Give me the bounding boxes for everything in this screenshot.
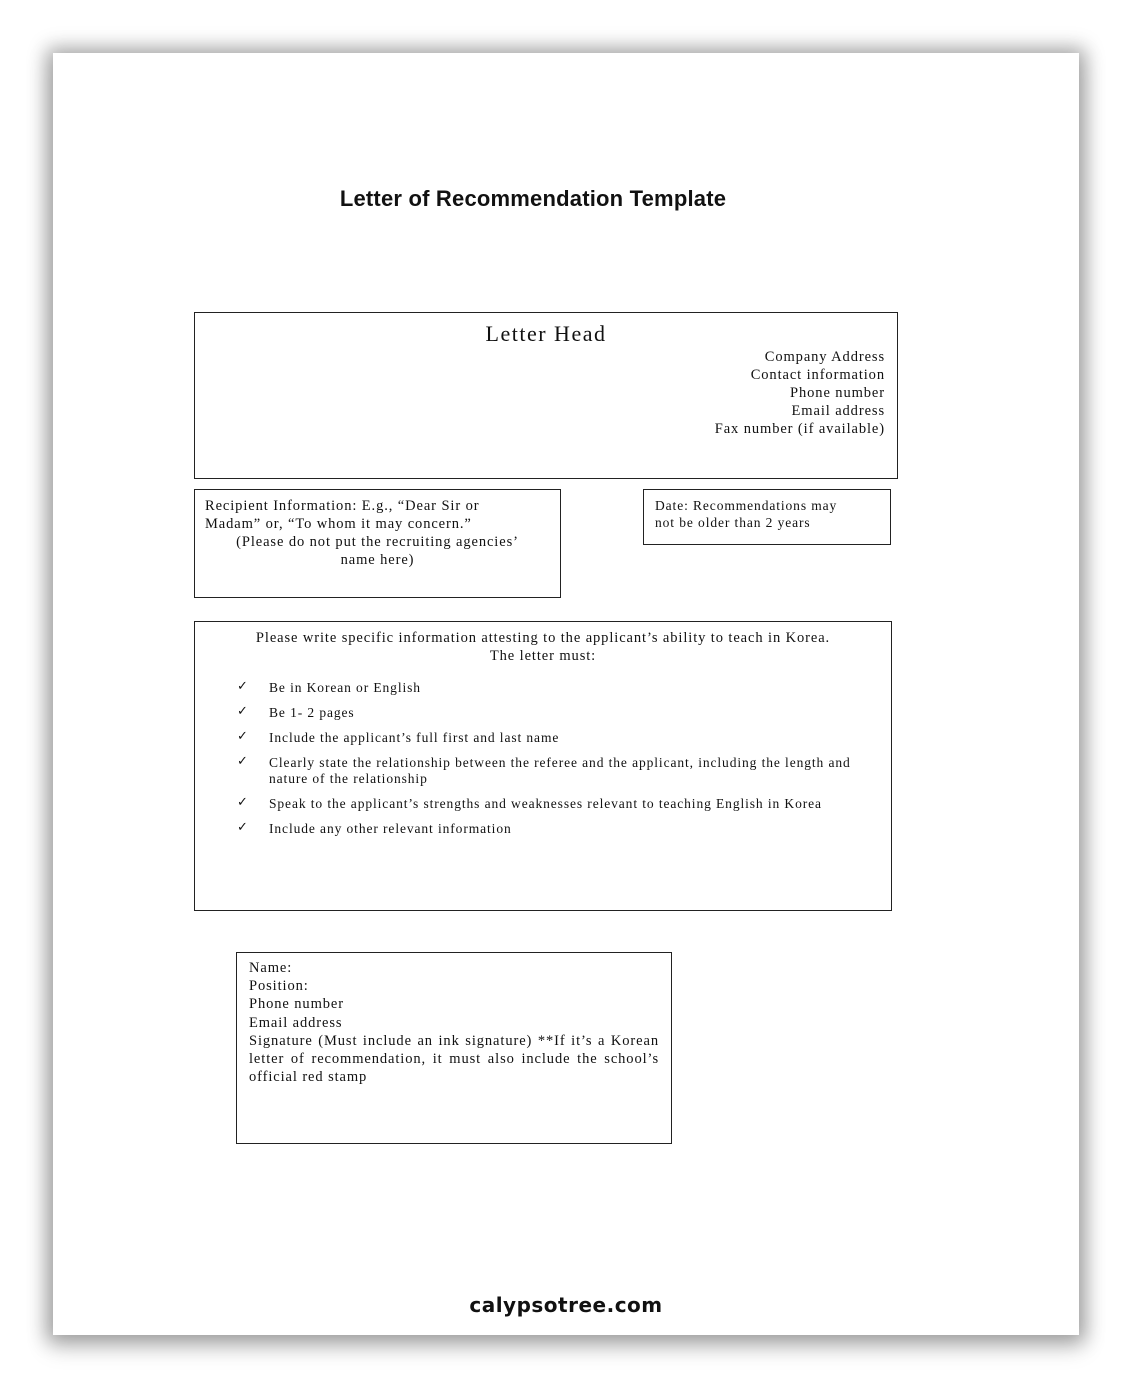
name-label: Name: [249,960,293,976]
checkmark-icon: ✓ [237,679,249,694]
position-label: Position: [249,978,309,995]
date-line: Date: Recommendations may [655,498,838,513]
recipient-note: name here) [340,552,415,568]
requirements-box [194,621,892,911]
list-item: ✓ Speak to the applicant’s strengths and weaknesses relevant to teaching English in Korea [237,795,822,811]
contact-information: Contact information [750,367,885,383]
checkmark-icon: ✓ [237,704,249,719]
checkmark-icon: ✓ [237,729,249,744]
date-box [643,489,891,545]
signature-note: Signature (Must include an ink signature) **If it’s a Korean letter of recommendation, it must also include the school’s official red stamp [249,1032,659,1086]
letter-head-title: Letter Head [485,321,607,346]
footer-site-name: calypsotree.com [469,1293,663,1317]
letter-head-details [715,348,885,438]
checkmark-icon: ✓ [237,795,249,810]
requirements-intro-line: The letter must: [489,648,597,664]
phone-number: Phone number [790,385,885,401]
list-item: ✓ Be 1- 2 pages [237,704,355,720]
checkmark-icon: ✓ [237,820,249,835]
company-address: Company Address [764,349,885,365]
letter-head-box [194,312,898,479]
recipient-line: Madam” or, “To whom it may concern.” [205,516,472,532]
list-item: ✓ Clearly state the relationship between the referee and the applicant, including the length and nature of the relationship [237,754,851,786]
page-title: Letter of Recommendation Template [339,186,727,211]
email-address: Email address [791,403,885,419]
list-item: ✓ Include any other relevant information [237,820,512,836]
requirements-list [237,680,879,846]
recipient-note: (Please do not put the recruiting agencies’ [236,534,519,550]
date-line: not be older than 2 years [655,515,811,530]
fax-number: Fax number (if available) [714,421,885,437]
list-item: ✓ Be in Korean or English [237,679,421,695]
email-label: Email address [249,1014,343,1031]
requirements-intro [195,622,891,665]
recipient-box [194,489,561,598]
phone-label: Phone number [249,996,344,1013]
signature-box [236,952,672,1144]
list-item: ✓ Include the applicant’s full first and last name [237,729,560,745]
recipient-line: Recipient Information: E.g., “Dear Sir or [205,498,480,514]
checkmark-icon: ✓ [237,754,249,769]
requirements-intro-line: Please write specific information attesting to the applicant’s ability to teach in Korea. [255,630,831,646]
